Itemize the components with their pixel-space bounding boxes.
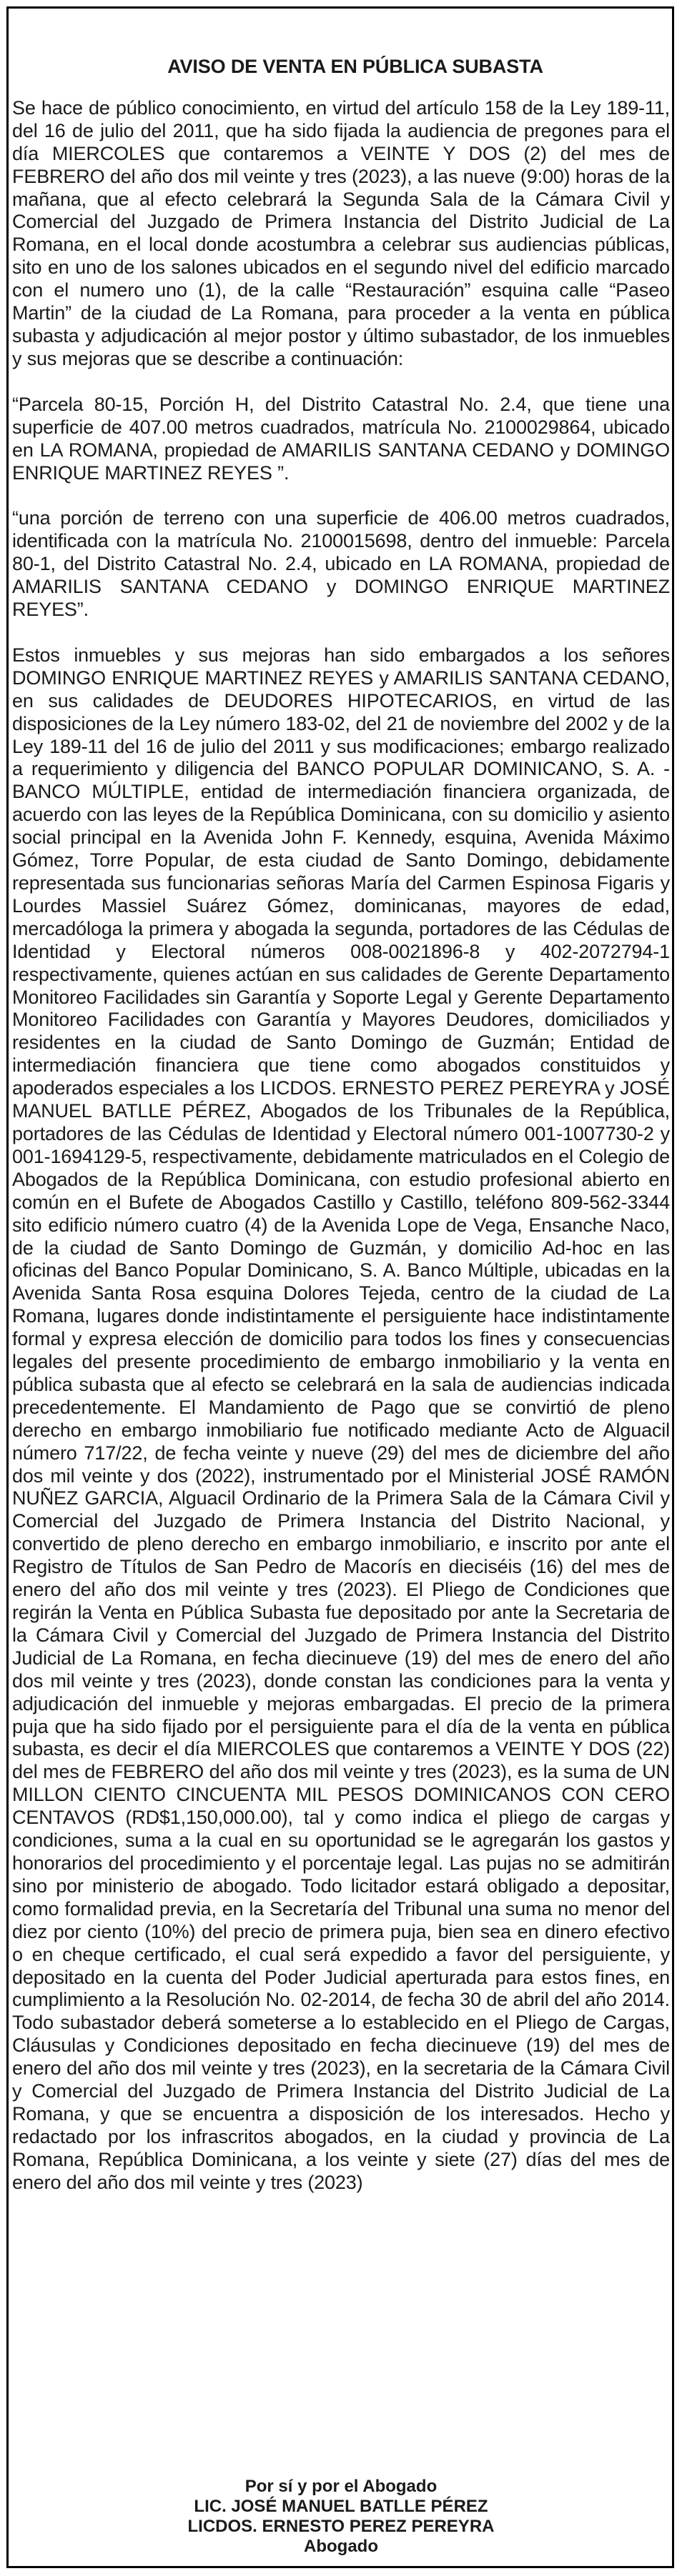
signature-line-lawyer-1: LIC. JOSÉ MANUEL BATLLE PÉREZ [194,2497,488,2516]
signature-line-lawyer-2: LICDOS. ERNESTO PEREZ PEREYRA [187,2517,495,2536]
signature-block [0,2477,682,2557]
signature-line-representation: Por sí y por el Abogado [244,2477,438,2496]
intro-paragraph: Se hace de público conocimiento, en virtud del artículo 158 de la Ley 189-11, del 16 de julio del 2011, que ha sido fijada la audiencia de pregones para el día MIERCOLES que contaremos a VEINTE Y DOS (2) del mes de FEBRERO del año dos mil veinte y tres (2023), a las nueve (9:00) horas de la mañana, que al efecto celebrará la Segunda Sala de la Cámara Civil y Comercial del Juzgado de Primera Instancia del Distrito Judicial de La Romana, en el local donde acostumbra a celebrar sus audiencias públicas, sito en uno de los salones ubicados en el segundo nivel del edificio marcado con el numero uno (1), de la calle “Restauración” esquina calle “Paseo Martin” de la ciudad de La Romana, para proceder a la venta en pública subasta y adjudicación al mejor postor y último subastador, de los inmuebles y sus mejoras que se describe a continuación: [12,96,670,369]
signature-line-role: Abogado [304,2537,378,2556]
notice-body [12,56,670,2217]
property-description-1: “Parcela 80-15, Porción H, del Distrito Catastral No. 2.4, que tiene una superficie de 407.00 metros cuadrados, matrícula No. 2100029864, ubicado en LA ROMANA, propiedad de AMARILIS SANTANA CEDANO y DOMINGO ENRIQUE MARTINEZ REYES ”. [12,393,670,484]
embargo-details-paragraph: Estos inmuebles y sus mejoras han sido embargados a los señores DOMINGO ENRIQUE MARTINEZ REYES y AMARILIS SANTANA CEDANO, en sus calidades de DEUDORES HIPOTECARIOS, en virtud de las disposiciones de la Ley número 183-02, del 21 de noviembre del 2002 y de la Ley 189-11 del 16 de julio del 2011 y sus modificaciones; embargo realizado a requerimiento y diligencia del BANCO POPULAR DOMINICANO, S. A. - BANCO MÚLTIPLE, entidad de intermediación financiera organizada, de acuerdo con las leyes de la República Dominicana, con su domicilio y asiento social principal en la Avenida John F. Kennedy, esquina, Avenida Máximo Gómez, Torre Popular, de esta ciudad de Santo Domingo, debidamente representada sus funcionarias señoras María del Carmen Espinosa Figaris y Lourdes Massiel Suárez Gómez, dominicanas, mayores de edad, mercadóloga la primera y abogada la segunda, portadores de las Cédulas de Identidad y Electoral números 008-0021896-8 y 402-2072794-1 respectivamente, quienes actúan en sus calidades de Gerente Departamento Monitoreo Facilidades sin Garantía y Soporte Legal y Gerente Departamento Monitoreo Facilidades con Garantía y Mayores Deudores, domiciliados y residentes en la ciudad de Santo Domingo de Guzmán; Entidad de intermediación financiera que tiene como abogados constituidos y apoderados especiales a los LICDOS. ERNESTO PEREZ PEREYRA y JOSÉ MANUEL BATLLE PÉREZ, Abogados de los Tribunales de la República, portadores de las Cédulas de Identidad y Electoral número 001-1007730-2 y 001-1694129-5, respectivamente, debidamente matriculados en el Colegio de Abogados de la República Dominicana, con estudio profesional abierto en común en el Bufete de Abogados Castillo y Castillo, teléfono 809-562-3344 sito edificio número cuatro (4) de la Avenida Lope de Vega, Ensanche Naco, de la ciudad de Santo Domingo de Guzmán, y domicilio Ad-hoc en las oficinas del Banco Popular Dominicano, S. A. Banco Múltiple, ubicadas en la Avenida Santa Rosa esquina Dolores Tejeda, centro de la ciudad de La Romana, lugares donde indistintamente el persiguiente hace indistintamente formal y expresa elección de domicilio para todos los fines y consecuencias legales del presente procedimiento de embargo inmobiliario y la venta en pública subasta que al efecto se celebrará en la sala de audiencias indicada precedentemente. El Mandamiento de Pago que se convirtió de pleno derecho en embargo inmobiliario fue notificado mediante Acto de Alguacil número 717/22, de fecha veinte y nueve (29) del mes de diciembre del año dos mil veinte y dos (2022), instrumentado por el Ministerial JOSÉ RAMÓN NUÑEZ GARCIA, Alguacil Ordinario de la Primera Sala de la Cámara Civil y Comercial del Juzgado de Primera Instancia del Distrito Nacional, y convertido de pleno derecho en embargo inmobiliario, e inscrito por ante el Registro de Títulos de San Pedro de Macorís en dieciséis (16) del mes de enero del año dos mil veinte y tres (2023). El Pliego de Condiciones que regirán la Venta en Pública Subasta fue depositado por ante la Secretaria de la Cámara Civil y Comercial del Juzgado de Primera Instancia del Distrito Judicial de La Romana, en fecha diecinueve (19) del mes de enero del año dos mil veinte y tres (2023), donde constan las condiciones para la venta y adjudicación del inmueble y mejoras embargadas. El precio de la primera puja que ha sido fijado por el persiguiente para el día de la venta en pública subasta, es decir el día MIERCOLES que contaremos a VEINTE Y DOS (22) del mes de FEBRERO del año dos mil veinte y tres (2023), es la suma de UN MILLON CIENTO CINCUENTA MIL PESOS DOMINICANOS CON CERO CENTAVOS (RD$1,150,000.00), tal y como indica el pliego de cargas y condiciones, suma a la cual en su oportunidad se le agregarán los gastos y honorarios del procedimiento y el porcentaje legal. Las pujas no se admitirán sino por ministerio de abogado. Todo licitador estará obligado a depositar, como formalidad previa, en la Secretaría del Tribunal una suma no menor del diez por ciento (10%) del precio de primera puja, bien sea en dinero efectivo o en cheque certificado, el cual será expedido a favor del persiguiente, y depositado en la cuenta del Poder Judicial aperturada para estos fines, en cumplimiento a la Resolución No. 02-2014, de fecha 30 de abril del año 2014. Todo subastador deberá someterse a lo establecido en el Pliego de Cargas, Cláusulas y Condiciones depositado en fecha diecinueve (19) del mes de enero del año dos mil veinte y tres (2023), en la secretaria de la Cámara Civil y Comercial del Juzgado de Primera Instancia del Distrito Judicial de La Romana, y que se encuentra a disposición de los interesados. Hecho y redactado por los infrascritos abogados, en la ciudad y provincia de La Romana, República Dominicana, a los veinte y siete (27) días del mes de enero del año dos mil veinte y tres (2023) [12,644,670,2193]
notice-title: AVISO DE VENTA EN PÚBLICA SUBASTA [167,56,543,77]
property-description-2: “una porción de terreno con una superficie de 406.00 metros cuadrados, identificada con la matrícula No. 2100015698, dentro del inmueble: Parcela 80-1, del Distrito Catastral No. 2.4, ubicado en LA ROMANA, propiedad de AMARILIS SANTANA CEDANO y DOMINGO ENRIQUE MARTINEZ REYES”. [12,507,670,621]
